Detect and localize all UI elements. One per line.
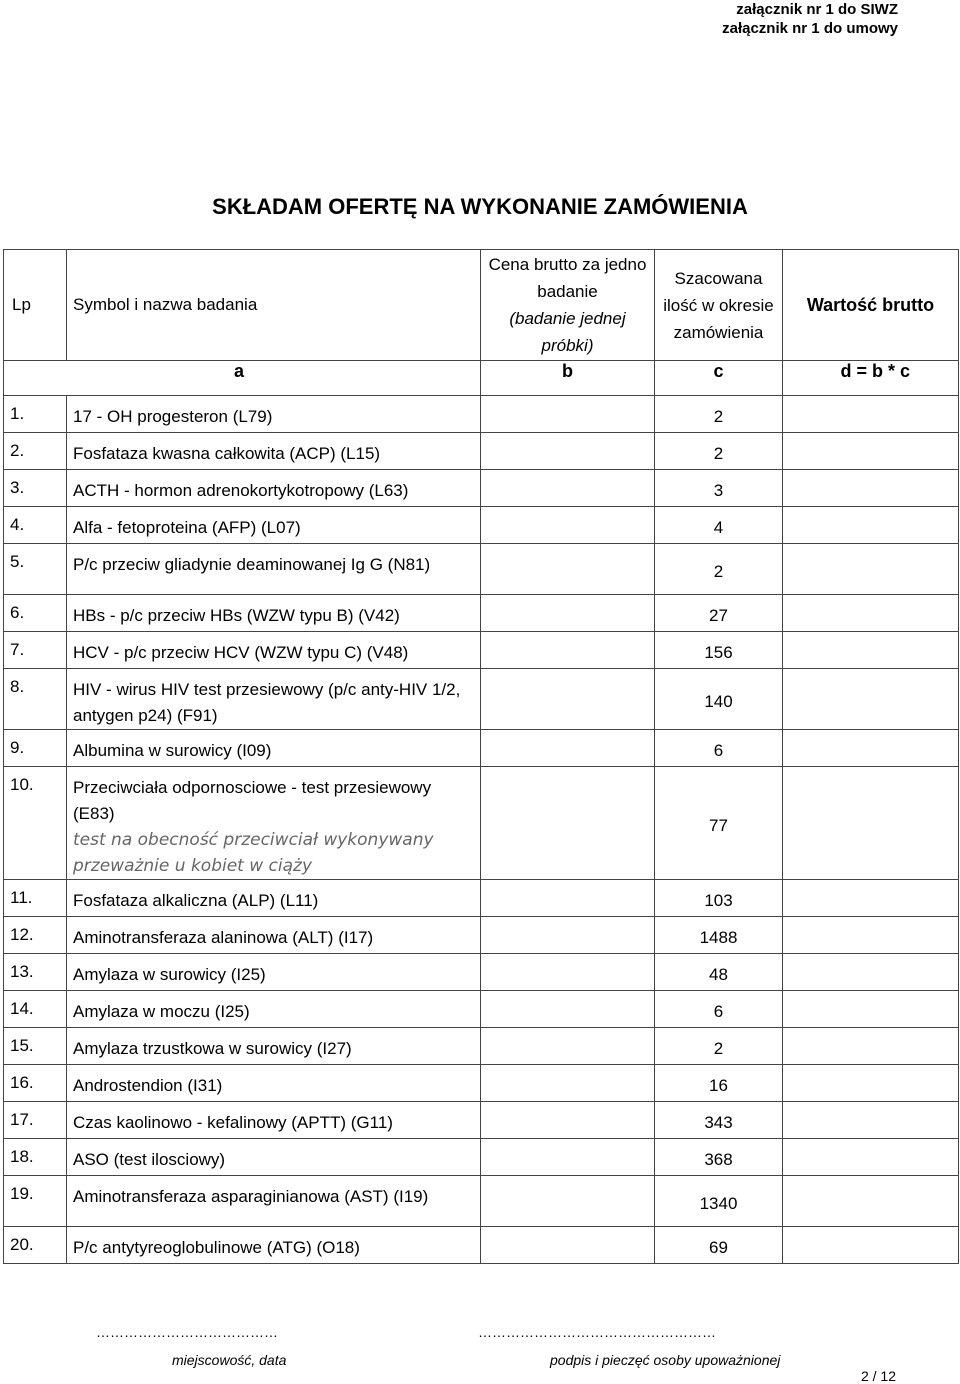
signature-dots: …………………………………………… [478,1324,716,1340]
table-row [4,917,959,954]
row-number: 10. [4,767,67,880]
value-cell [783,595,959,632]
price-cell [481,1028,655,1065]
test-name-text: Alfa - fetoproteina (AFP) (L07) [73,518,301,537]
header-line-umowa: załącznik nr 1 do umowy [722,20,898,37]
value-cell [783,917,959,954]
row-test-name [67,991,481,1028]
test-name-text: ASO (test ilosciowy) [73,1150,226,1169]
header-quantity: Szacowana ilość w okresie zamówienia [655,250,783,361]
row-test-name [67,767,481,880]
test-name-text: Aminotransferaza asparaginianowa (AST) (I19) [73,1187,429,1206]
test-name-text: HCV - p/c przeciw HCV (WZW typu C) (V48) [73,643,409,662]
row-number: 16. [4,1065,67,1102]
header-line-siwz: załącznik nr 1 do SIWZ [736,1,898,18]
test-name-text: Androstendion (I31) [73,1076,223,1095]
column-letters-row [4,361,959,396]
value-cell [783,1227,959,1264]
price-cell [481,595,655,632]
test-name-text: Fosfataza alkaliczna (ALP) (L11) [73,891,319,910]
price-cell [481,954,655,991]
row-number: 18. [4,1139,67,1176]
row-number: 13. [4,954,67,991]
table-row [4,1227,959,1264]
table-row [4,1139,959,1176]
quantity-cell: 2 [655,433,783,470]
table-row [4,954,959,991]
header-symbol: Symbol i nazwa badania [67,250,481,361]
quantity-cell: 77 [655,767,783,880]
table-row [4,1176,959,1227]
test-name-text: HIV - wirus HIV test przesiewowy (p/c anty-HIV 1/2, antygen p24) (F91) [73,680,461,725]
price-cell [481,1139,655,1176]
value-cell [783,730,959,767]
row-number: 11. [4,880,67,917]
price-cell [481,1176,655,1227]
row-test-name [67,917,481,954]
table-row [4,507,959,544]
quantity-cell: 3 [655,470,783,507]
row-test-name [67,1227,481,1264]
price-cell [481,396,655,433]
row-number: 6. [4,595,67,632]
row-number: 2. [4,433,67,470]
test-name-text: Amylaza trzustkowa w surowicy (I27) [73,1039,352,1058]
test-name-note: test na obecność przeciwciał wykonywany przeważnie u kobiet w ciąży [73,830,434,876]
table-row [4,1028,959,1065]
test-name-text: Czas kaolinowo - kefalinowy (APTT) (G11) [73,1113,393,1132]
row-test-name [67,470,481,507]
price-cell [481,507,655,544]
row-test-name [67,1065,481,1102]
header-price-note: (badanie jednej próbki) [509,309,626,355]
header-lp: Lp [4,250,67,361]
value-cell [783,1028,959,1065]
row-number: 17. [4,1102,67,1139]
row-test-name [67,1176,481,1227]
quantity-cell: 2 [655,396,783,433]
page-title: SKŁADAM OFERTĘ NA WYKONANIE ZAMÓWIENIA [212,194,748,219]
value-cell [783,507,959,544]
value-cell [783,433,959,470]
row-number: 14. [4,991,67,1028]
row-number: 8. [4,669,67,730]
place-date-label: miejscowość, data [172,1352,287,1368]
test-name-text: P/c przeciw gliadynie deaminowanej Ig G (N81) [73,555,431,574]
price-cell [481,1102,655,1139]
quantity-cell: 2 [655,544,783,595]
header-price [481,250,655,361]
header-value: Wartość brutto [783,250,959,361]
quantity-cell: 343 [655,1102,783,1139]
row-test-name [67,730,481,767]
letter-b: b [481,361,655,396]
quantity-cell: 103 [655,880,783,917]
table-row [4,544,959,595]
value-cell [783,669,959,730]
row-number: 7. [4,632,67,669]
table-row [4,595,959,632]
value-cell [783,954,959,991]
price-cell [481,632,655,669]
table-row [4,880,959,917]
row-number: 12. [4,917,67,954]
table-row [4,767,959,880]
quantity-cell: 140 [655,669,783,730]
row-test-name [67,880,481,917]
price-cell [481,991,655,1028]
value-cell [783,1102,959,1139]
value-cell [783,767,959,880]
quantity-cell: 6 [655,991,783,1028]
price-cell [481,767,655,880]
price-cell [481,880,655,917]
table-row [4,669,959,730]
signature-label: podpis i pieczęć osoby upoważnionej [550,1352,781,1368]
test-name-text: Amylaza w surowicy (I25) [73,965,266,984]
row-number: 3. [4,470,67,507]
quantity-cell: 27 [655,595,783,632]
place-date-dots: ………………………………… [96,1324,278,1340]
test-name-text: Fosfataza kwasna całkowita (ACP) (L15) [73,444,381,463]
quantity-cell: 4 [655,507,783,544]
value-cell [783,632,959,669]
quantity-cell: 69 [655,1227,783,1264]
value-cell [783,991,959,1028]
price-cell [481,544,655,595]
test-name-text: Albumina w surowicy (I09) [73,741,272,760]
table-row [4,730,959,767]
test-name-text: P/c antytyreoglobulinowe (ATG) (O18) [73,1238,360,1257]
test-name-text: 17 - OH progesteron (L79) [73,407,273,426]
document-header [722,0,898,38]
price-cell [481,669,655,730]
quantity-cell: 16 [655,1065,783,1102]
quantity-cell: 48 [655,954,783,991]
row-test-name [67,1028,481,1065]
row-number: 20. [4,1227,67,1264]
table-row [4,470,959,507]
row-test-name [67,433,481,470]
row-test-name [67,632,481,669]
row-number: 4. [4,507,67,544]
row-test-name [67,1139,481,1176]
table-row [4,396,959,433]
test-name-text: HBs - p/c przeciw HBs (WZW typu B) (V42) [73,606,400,625]
value-cell [783,396,959,433]
value-cell [783,470,959,507]
test-name-text: Aminotransferaza alaninowa (ALT) (I17) [73,928,374,947]
table-row [4,1065,959,1102]
table-header-row [4,250,959,361]
quantity-cell: 1488 [655,917,783,954]
table-row [4,1102,959,1139]
row-test-name [67,1102,481,1139]
test-name-text: Przeciwciała odpornosciowe - test przesiewowy (E83) [73,778,432,823]
price-cell [481,730,655,767]
value-cell [783,1065,959,1102]
table-row [4,433,959,470]
letter-d: d = b * c [783,361,959,396]
test-name-text: Amylaza w moczu (I25) [73,1002,250,1021]
row-test-name [67,544,481,595]
test-name-text: ACTH - hormon adrenokortykotropowy (L63) [73,481,409,500]
table-row [4,632,959,669]
value-cell [783,1139,959,1176]
header-price-main: Cena brutto za jedno badanie [488,255,647,301]
row-number: 9. [4,730,67,767]
quantity-cell: 368 [655,1139,783,1176]
letter-a: a [4,361,481,396]
quantity-cell: 156 [655,632,783,669]
row-number: 15. [4,1028,67,1065]
row-test-name [67,954,481,991]
row-test-name [67,396,481,433]
price-cell [481,470,655,507]
value-cell [783,880,959,917]
quantity-cell: 1340 [655,1176,783,1227]
price-cell [481,1065,655,1102]
row-test-name [67,669,481,730]
row-number: 19. [4,1176,67,1227]
quantity-cell: 6 [655,730,783,767]
offer-table [3,249,959,1264]
value-cell [783,544,959,595]
price-cell [481,917,655,954]
row-number: 1. [4,396,67,433]
row-test-name [67,507,481,544]
quantity-cell: 2 [655,1028,783,1065]
value-cell [783,1176,959,1227]
table-row [4,991,959,1028]
row-number: 5. [4,544,67,595]
row-test-name [67,595,481,632]
price-cell [481,1227,655,1264]
page-number: 2 / 12 [860,1368,896,1384]
price-cell [481,433,655,470]
letter-c: c [655,361,783,396]
